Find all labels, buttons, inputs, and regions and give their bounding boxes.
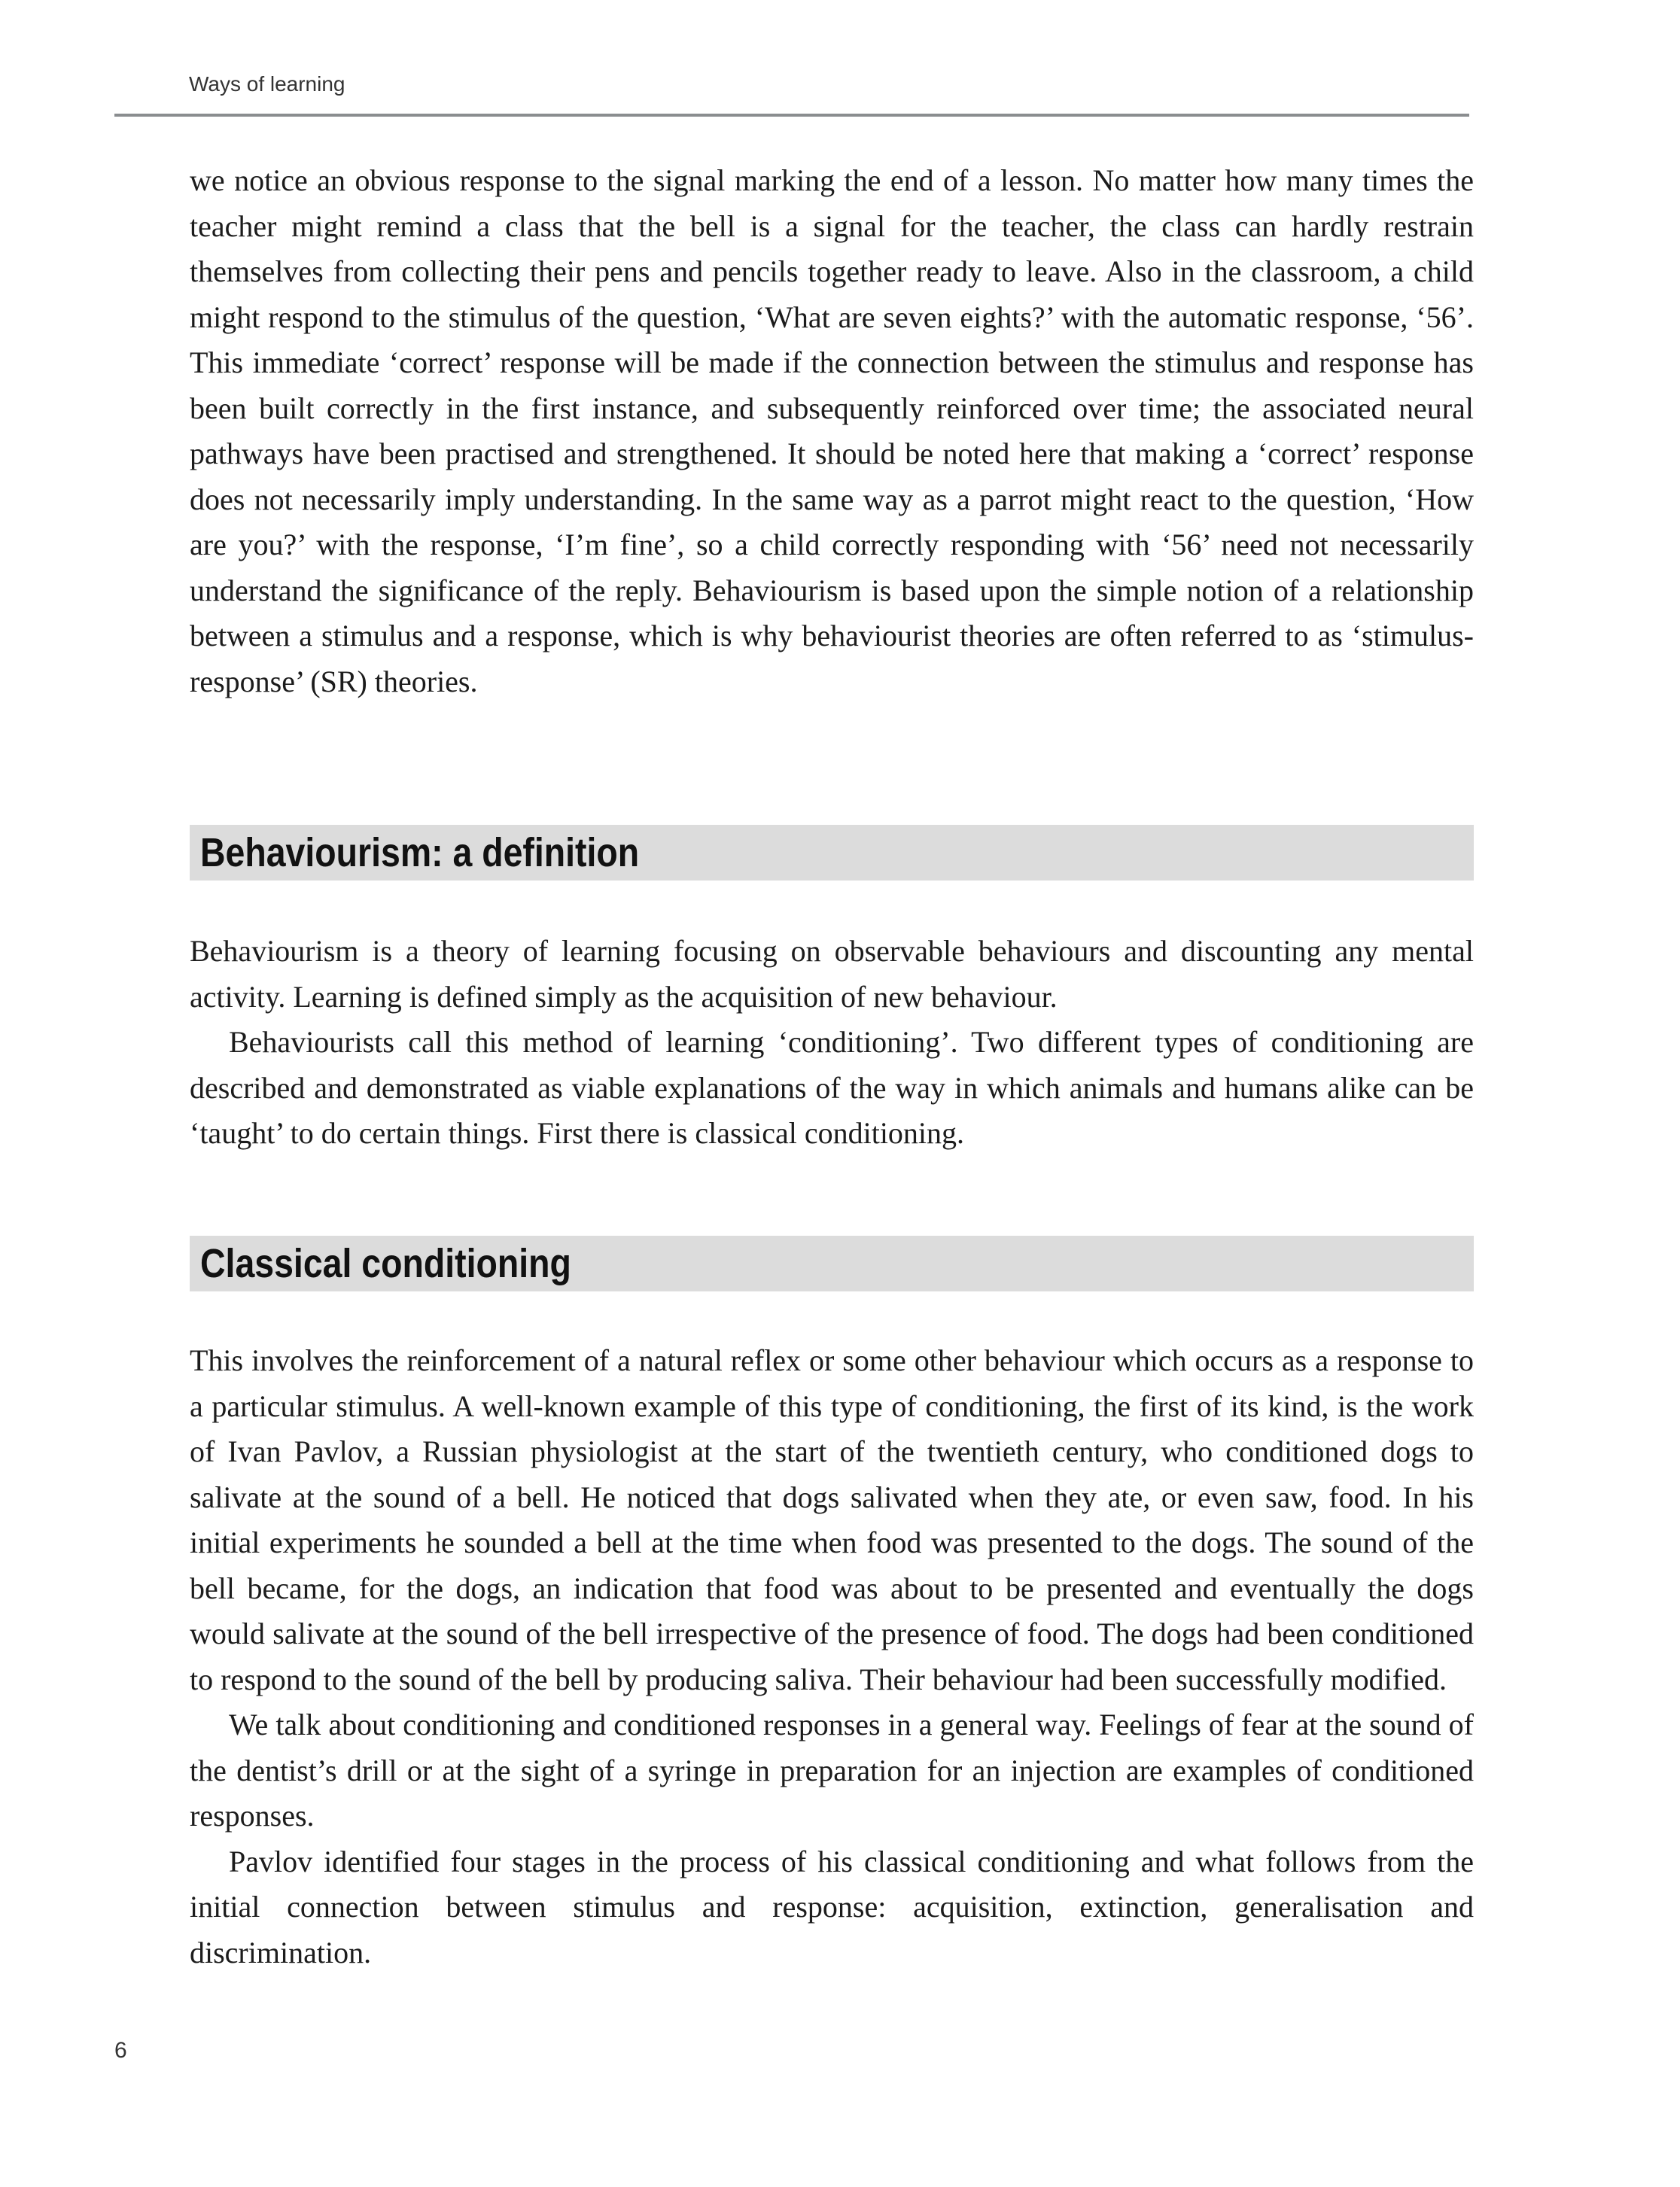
section-heading-classical-conditioning <box>190 1236 1474 1291</box>
page-number: 6 <box>114 2038 127 2063</box>
paragraph: We talk about conditioning and conditioned responses in a general way. Feelings of fear at the sound of the dentist’s drill or at the sight of a syringe in preparation for an injection are examples of conditioned responses. <box>190 1708 1474 1833</box>
intro-paragraph: we notice an obvious response to the signal marking the end of a lesson. No matter how many times the teacher might remind a class that the bell is a signal for the teacher, the class can hardly restrain themselves from collecting their pens and pencils together ready to leave. Also in the classroom, a child might respond to the stimulus of the question, ‘What are seven eights?’ with the automatic response, ‘56’. This immediate ‘correct’ response will be made if the connection between the stimulus and response has been built correctly in the first instance, and subsequently reinforced over time; the associated neural pathways have been practised and strengthened. It should be noted here that making a ‘correct’ response does not necessarily imply understanding. In the same way as a parrot might react to the question, ‘How are you?’ with the response, ‘I’m fine’, so a child correctly responding with ‘56’ need not necessarily understand the significance of the reply. Behaviourism is based upon the simple notion of a relationship between a stimulus and a response, which is why behaviourist theories are often referred to as ‘stimulus-response’ (SR) theories. <box>190 163 1474 698</box>
section-body-behaviourism-definition <box>190 929 1474 1157</box>
paragraph: This involves the reinforcement of a natural reflex or some other behaviour which occurs as a response to a particular stimulus. A well-known example of this type of conditioning, the first of its kind, is the work of Ivan Pavlov, a Russian physiologist at the start of the twentieth century, who conditioned dogs to salivate at the sound of a bell. He noticed that dogs salivated when they ate, or even saw, food. In his initial experiments he sounded a bell at the time when food was presented to the dogs. The sound of the bell became, for the dogs, an indication that food was about to be presented and eventually the dogs would salivate at the sound of the bell irrespective of the presence of food. The dogs had been conditioned to respond to the sound of the bell by producing saliva. Their behaviour had been successfully modified. <box>190 1343 1474 1696</box>
paragraph: Behaviourism is a theory of learning focusing on observable behaviours and discounting any mental activity. Learning is defined simply as the acquisition of new behaviour. <box>190 934 1474 1014</box>
intro-text <box>190 158 1474 704</box>
section-heading-text: Behaviourism: a definition <box>200 830 640 875</box>
paragraph: Behaviourists call this method of learning ‘conditioning’. Two different types of conditioning are described and demonstrated as viable explanations of the way in which animals and humans alike can be ‘taught’ to do certain things. First there is classical conditioning. <box>190 1025 1474 1150</box>
section-heading-text: Classical conditioning <box>200 1241 571 1286</box>
section-heading-behaviourism-definition <box>190 825 1474 881</box>
section-body-classical-conditioning <box>190 1338 1474 1976</box>
running-head: Ways of learning <box>189 72 345 96</box>
paragraph: Pavlov identified four stages in the process of his classical conditioning and what follows from the initial connection between stimulus and response: acquisition, extinction, generalisation and discrimination. <box>190 1844 1474 1970</box>
header-rule <box>114 114 1469 117</box>
